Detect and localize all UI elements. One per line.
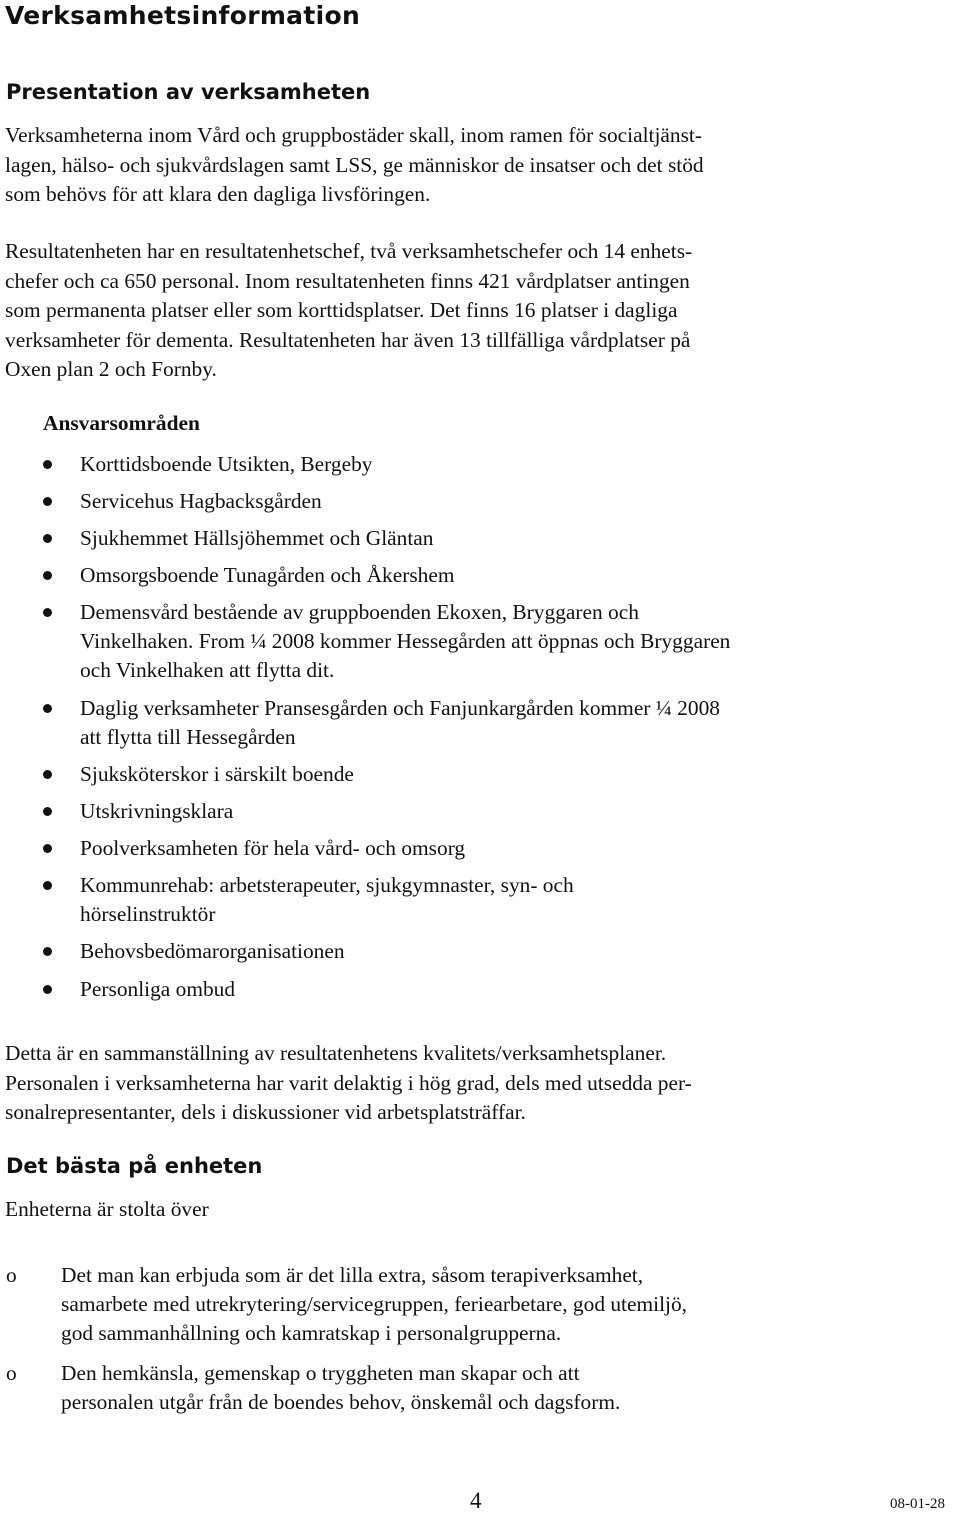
bullet-icon <box>43 844 52 853</box>
bullet-icon <box>43 571 52 580</box>
list-item <box>6 1261 861 1348</box>
list-item <box>80 975 860 1004</box>
list-item-line: Demensvård bestående av gruppboenden Ekoxen, Bryggaren och <box>80 600 639 624</box>
circle-bullet-icon: o <box>6 1361 17 1385</box>
list-item <box>80 598 860 685</box>
bullet-icon <box>43 881 52 890</box>
list-item-line: Sjuksköterskor i särskilt boende <box>80 762 354 786</box>
page-title: Verksamhetsinformation <box>5 1 361 30</box>
bullet-icon <box>43 807 52 816</box>
list-item-line: Det man kan erbjuda som är det lilla extra, såsom terapiverksamhet, <box>61 1263 644 1287</box>
list-item-line: Behovsbedömarorganisationen <box>80 939 345 963</box>
list-item <box>80 561 860 590</box>
text-line: Verksamheterna inom Vård och gruppbostäder skall, inom ramen för socialtjänst- <box>5 123 702 147</box>
text-line: chefer och ca 650 personal. Inom resultatenheten finns 421 vårdplatser antingen <box>5 268 690 293</box>
bullet-icon <box>43 770 52 779</box>
text-line: verksamheter för dementa. Resultatenheten har även 13 tillfälliga vårdplatser på <box>5 327 691 352</box>
list-item <box>6 1359 861 1417</box>
list-item-line: god sammanhållning och kamratskap i personalgrupperna. <box>61 1321 562 1345</box>
bullet-icon <box>43 608 52 617</box>
list-item <box>80 834 860 863</box>
list-item-line: samarbete med utrekrytering/servicegruppen, feriearbetare, god utemiljö, <box>61 1292 687 1316</box>
text-line: som permanenta platser eller som korttidsplatser. Det finns 16 platser i dagliga <box>5 298 678 322</box>
circle-bullet-icon: o <box>6 1263 17 1287</box>
basta-heading: Det bästa på enheten <box>6 1154 263 1178</box>
list-item-line: Daglig verksamheter Pransesgården och Fanjunkargården kommer ¼ 2008 <box>80 696 720 720</box>
list-item-line: Sjukhemmet Hällsjöhemmet och Gläntan <box>80 526 434 550</box>
text-line: Oxen plan 2 och Fornby. <box>5 357 217 381</box>
summary-paragraph <box>5 1039 840 1128</box>
list-item-line: Kommunrehab: arbetsterapeuter, sjukgymnaster, syn- och <box>80 873 574 897</box>
bullet-icon <box>43 497 52 506</box>
text-line: sonalrepresentanter, dels i diskussioner vid arbetsplatsträffar. <box>5 1100 526 1124</box>
list-item-line: personalen utgår från de boendes behov, önskemål och dagsform. <box>61 1390 621 1414</box>
list-item <box>80 524 860 553</box>
basta-intro: Enheterna är stolta över <box>5 1197 209 1221</box>
list-item <box>80 487 860 516</box>
presentation-heading: Presentation av verksamheten <box>6 80 371 104</box>
list-item <box>80 937 860 966</box>
list-item-line: att flytta till Hessegården <box>80 725 296 749</box>
list-item-line: Korttidsboende Utsikten, Bergeby <box>80 452 373 476</box>
text-line: lagen, hälso- och sjukvårdslagen samt LSS, ge människor de insatser och det stöd <box>5 152 704 177</box>
list-item <box>80 797 860 826</box>
list-item <box>80 450 860 479</box>
bullet-icon <box>43 534 52 543</box>
list-item-line: Utskrivningsklara <box>80 799 234 823</box>
list-item-line: Personliga ombud <box>80 977 236 1001</box>
list-item <box>80 760 860 789</box>
list-item-line: Vinkelhaken. From ¼ 2008 kommer Hessegården att öppnas och Bryggaren <box>80 629 731 653</box>
bullet-icon <box>43 985 52 994</box>
bullet-icon <box>43 947 52 956</box>
list-item-line: Servicehus Hagbacksgården <box>80 489 322 513</box>
bullet-icon <box>43 704 52 713</box>
list-item <box>80 871 860 929</box>
list-item-line: och Vinkelhaken att flytta dit. <box>80 658 335 682</box>
text-line: Personalen i verksamheterna har varit delaktig i hög grad, dels med utsedda per- <box>5 1070 692 1095</box>
text-line: Resultatenheten har en resultatenhetschef, två verksamhetschefer och 14 enhets- <box>5 239 693 263</box>
text-line: som behövs för att klara den dagliga livsföringen. <box>5 182 431 206</box>
list-item-line: Poolverksamheten för hela vård- och omsorg <box>80 836 466 860</box>
footer-date: 08-01-28 <box>890 1496 945 1512</box>
ansvar-heading: Ansvarsområden <box>43 411 200 435</box>
list-item-line: Omsorgsboende Tunagården och Åkershem <box>80 563 455 587</box>
presentation-paragraph-2 <box>5 237 840 385</box>
list-item-line: hörselinstruktör <box>80 902 216 926</box>
presentation-paragraph-1 <box>5 121 840 210</box>
text-line: Detta är en sammanställning av resultatenhetens kvalitets/verksamhetsplaner. <box>5 1041 667 1065</box>
bullet-icon <box>43 460 52 469</box>
list-item-line: Den hemkänsla, gemenskap o tryggheten man skapar och att <box>61 1361 580 1385</box>
list-item <box>80 694 860 752</box>
page-number: 4 <box>470 1488 482 1513</box>
